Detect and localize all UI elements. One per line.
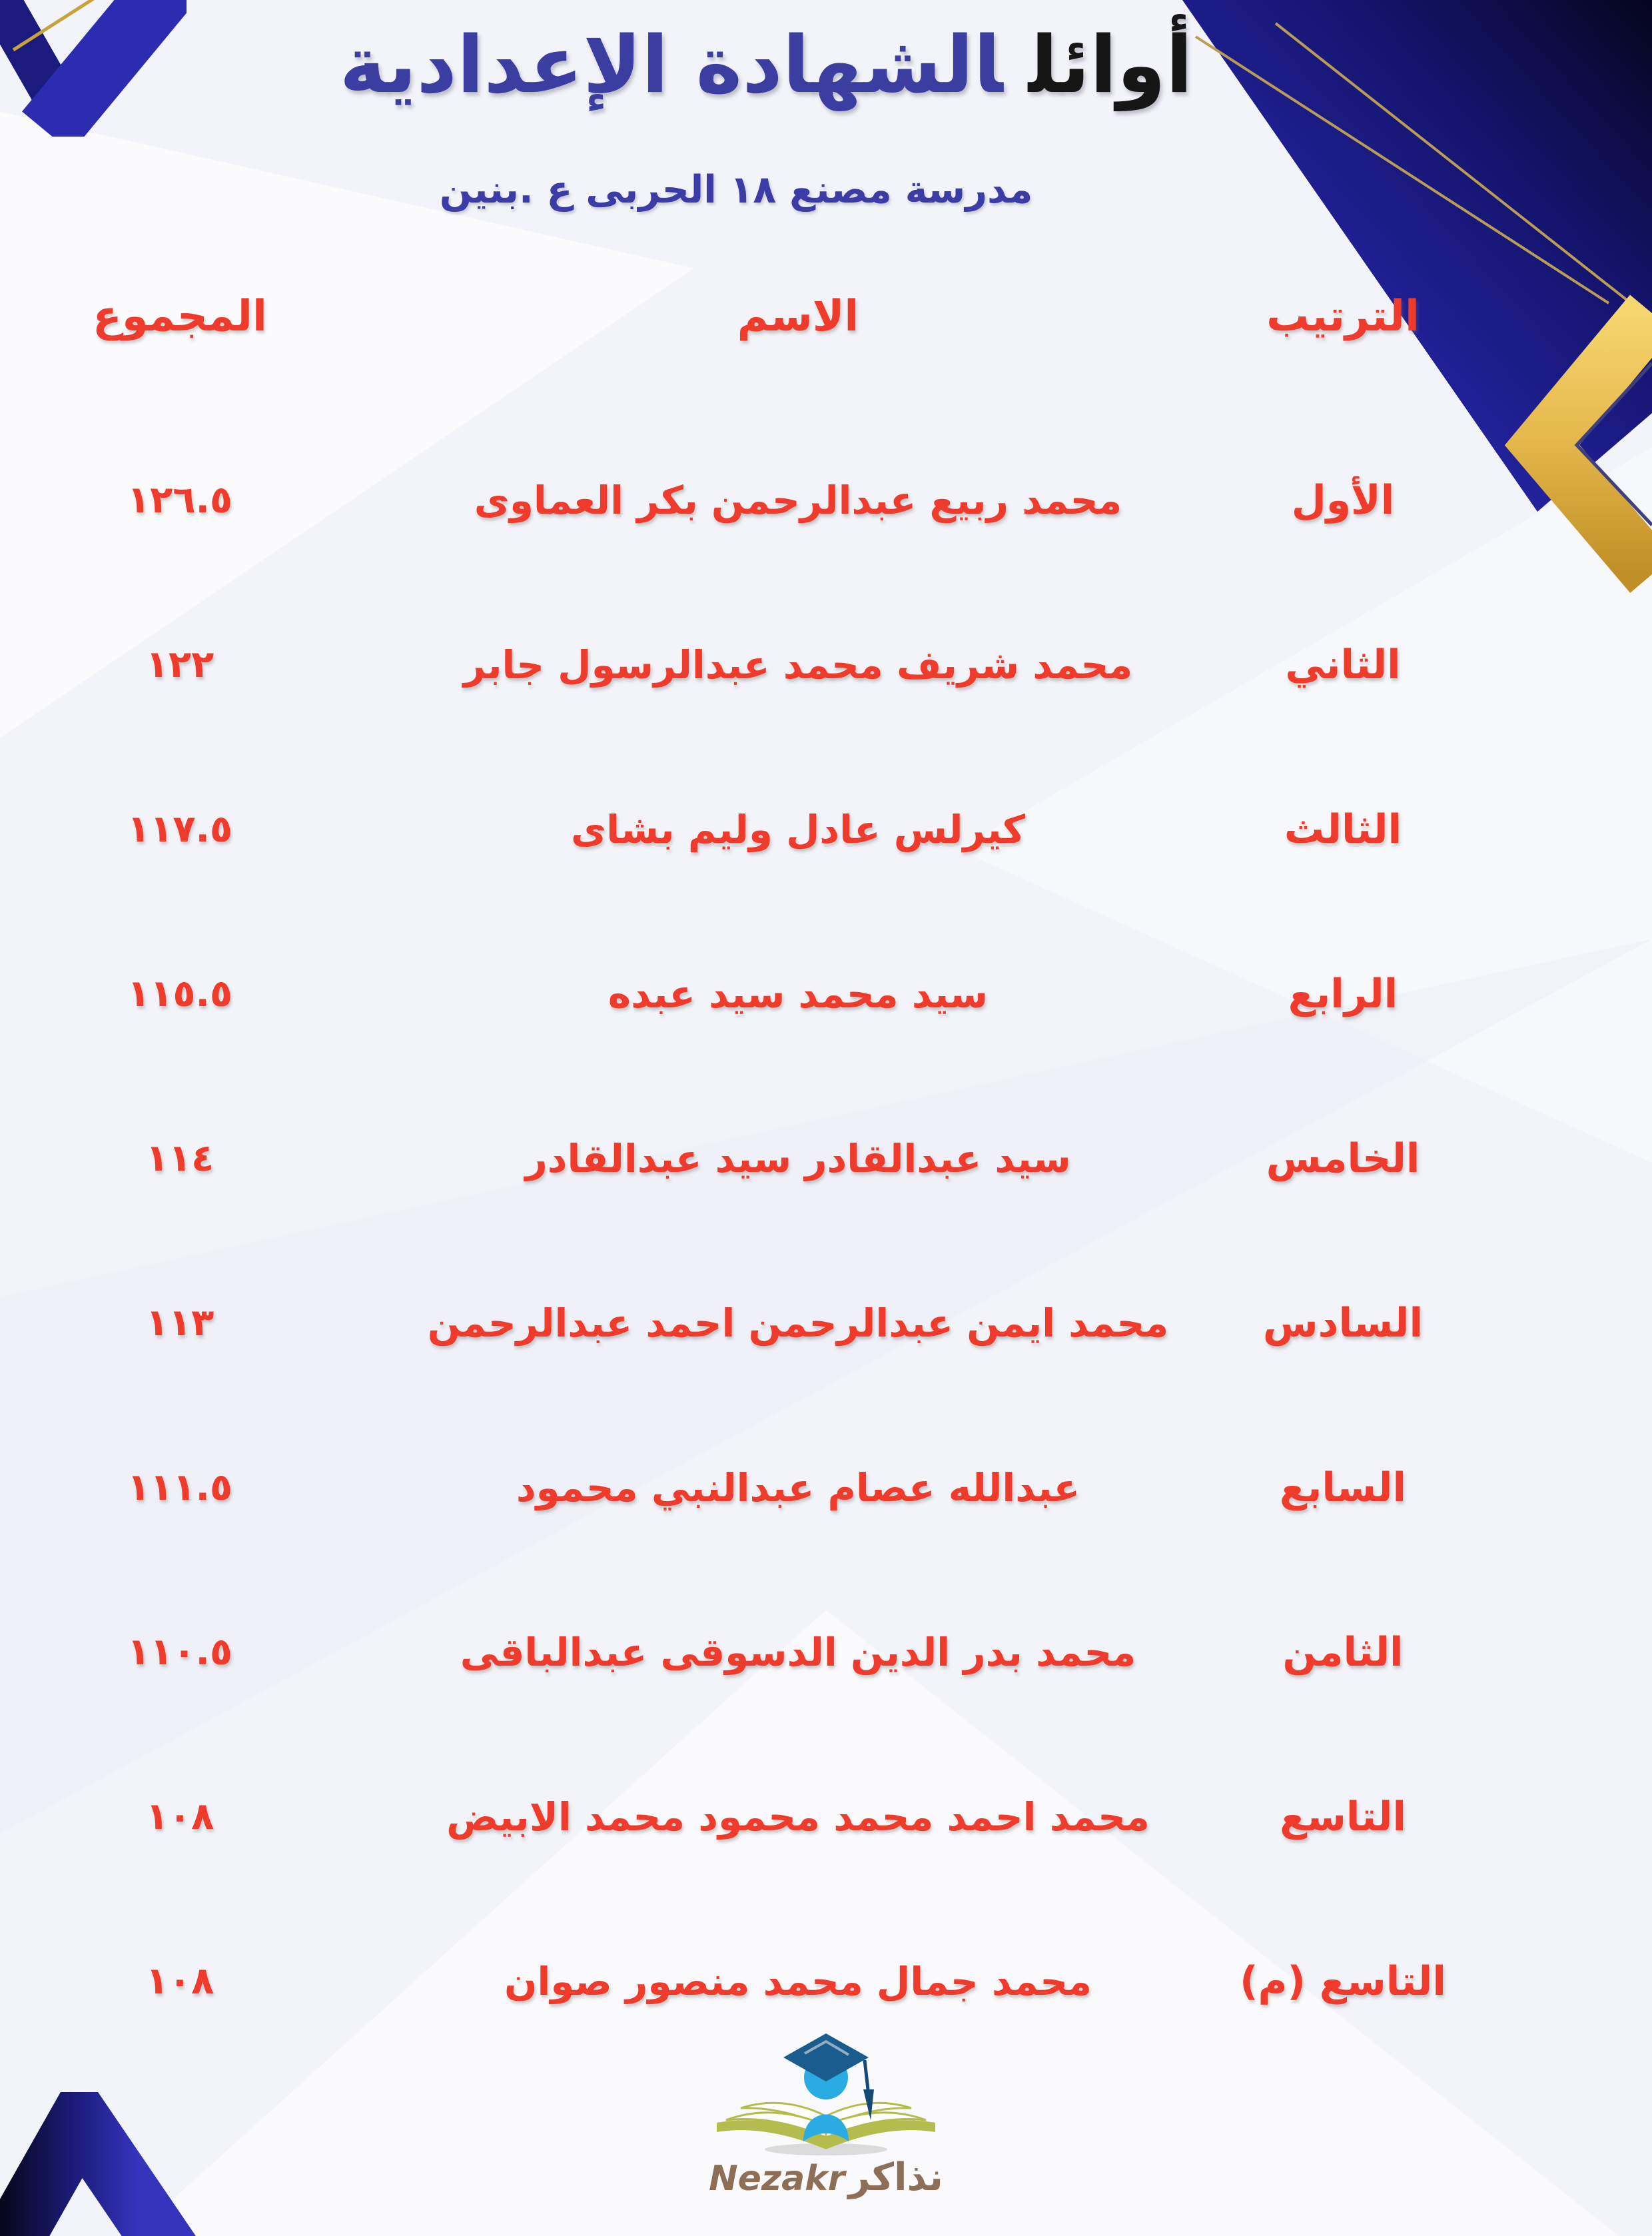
table-row [0,582,1652,747]
page-title [0,12,1652,118]
title-word-first: أوائل [1028,19,1193,111]
rank-cell: الخامس [1266,1135,1420,1182]
total-cell: ١١٤ [145,1137,214,1180]
total-cell: ١٢٦.٥ [127,478,232,522]
column-header-name: الاسم [737,292,859,341]
rank-cell: الأول [1291,476,1395,524]
graduation-cap-open-book-icon [706,2025,946,2162]
logo-latin-text: Nezakr [709,2159,845,2199]
rank-cell: الثاني [1285,641,1401,688]
name-cell: محمد جمال محمد منصور صوان [504,1958,1092,2004]
name-cell: سيد عبدالقادر سيد عبدالقادر [525,1135,1071,1181]
column-header-total: المجموع [93,292,267,341]
nezakr-logo [0,2025,1652,2199]
total-cell: ١٠٨ [145,1795,214,1838]
name-cell: محمد ربيع عبدالرحمن بكر العماوى [474,477,1122,523]
total-cell: ١٠٨ [145,1959,214,2003]
name-cell: كيرلس عادل وليم بشاى [570,806,1026,852]
name-cell: محمد بدر الدين الدسوقى عبدالباقى [460,1629,1136,1675]
table-row [0,1405,1652,1570]
table-row [0,1241,1652,1405]
rank-cell: الثالث [1284,806,1402,853]
table-row [0,1734,1652,1899]
rank-cell: التاسع [1279,1793,1407,1840]
rank-cell: الثامن [1282,1628,1404,1676]
total-cell: ١١٠.٥ [127,1630,232,1674]
rank-cell: السابع [1279,1464,1407,1511]
table-row [0,911,1652,1076]
name-cell: سيد محمد سيد عبده [608,971,989,1017]
total-cell: ١١١.٥ [127,1466,232,1509]
table-row [0,747,1652,911]
rank-cell: السادس [1262,1299,1424,1347]
table-row [0,1076,1652,1241]
total-cell: ١١٣ [145,1301,214,1345]
table-row [0,1570,1652,1734]
logo-arabic-text: نذاكر [848,2155,943,2199]
name-cell: محمد ايمن عبدالرحمن احمد عبدالرحمن [427,1300,1169,1346]
rank-cell: الرابع [1288,970,1398,1017]
title-word-rest: الشهادة الإعدادية [339,19,1003,111]
rank-cell: التاسع (م) [1240,1957,1446,2005]
column-header-rank: الترتيب [1266,292,1420,341]
name-cell: محمد احمد محمد محمود محمد الابيض [446,1794,1150,1840]
total-cell: ١١٧.٥ [127,808,232,851]
total-cell: ١١٥.٥ [127,972,232,1015]
table-header [0,280,1652,353]
name-cell: عبدالله عصام عبدالنبي محمود [516,1464,1080,1510]
school-name: مدرسة مصنع ١٨ الحربى ع .بنين [439,168,1033,212]
results-table [0,418,1652,2063]
table-row [0,418,1652,582]
logo-wordmark [709,2155,943,2199]
total-cell: ١٢٢ [145,643,214,686]
name-cell: محمد شريف محمد عبدالرسول جابر [463,642,1133,688]
